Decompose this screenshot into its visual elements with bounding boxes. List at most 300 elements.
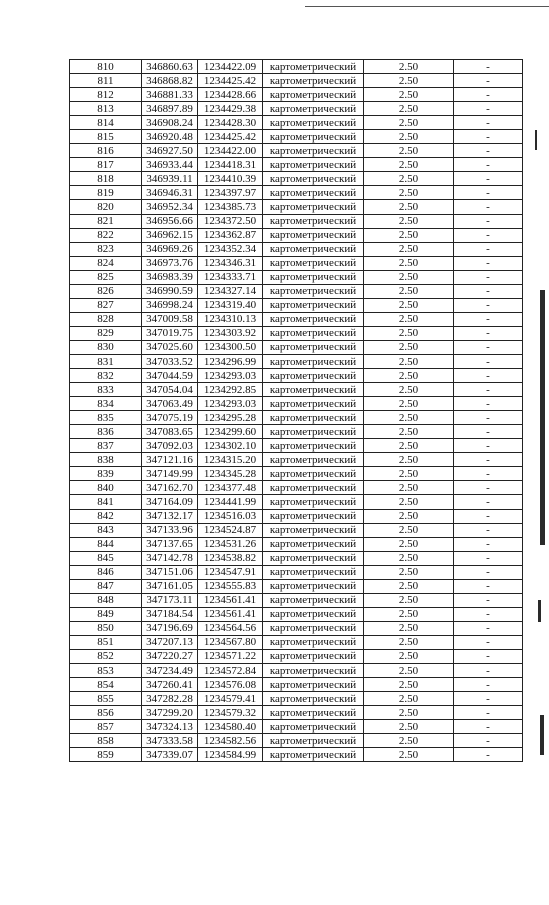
y-coordinate-cell: 1234422.09 [198, 60, 263, 74]
note-cell: - [454, 537, 523, 551]
y-coordinate-cell: 1234372.50 [198, 214, 263, 228]
x-coordinate-cell: 346969.26 [142, 242, 198, 256]
note-cell: - [454, 158, 523, 172]
method-cell: картометрический [263, 284, 364, 298]
table-row [70, 565, 523, 579]
x-coordinate-cell: 346897.89 [142, 102, 198, 116]
table-row [70, 425, 523, 439]
table-row [70, 228, 523, 242]
note-cell: - [454, 200, 523, 214]
accuracy-cell: 2.50 [364, 706, 454, 720]
method-cell: картометрический [263, 565, 364, 579]
y-coordinate-cell: 1234397.97 [198, 186, 263, 200]
method-cell: картометрический [263, 621, 364, 635]
method-cell: картометрический [263, 495, 364, 509]
x-coordinate-cell: 347033.52 [142, 354, 198, 368]
y-coordinate-cell: 1234555.83 [198, 579, 263, 593]
point-number-cell: 833 [70, 383, 142, 397]
scan-edge-mark [538, 600, 541, 622]
method-cell: картометрический [263, 425, 364, 439]
method-cell: картометрический [263, 242, 364, 256]
method-cell: картометрический [263, 453, 364, 467]
y-coordinate-cell: 1234582.56 [198, 734, 263, 748]
accuracy-cell: 2.50 [364, 579, 454, 593]
y-coordinate-cell: 1234302.10 [198, 439, 263, 453]
point-number-cell: 846 [70, 565, 142, 579]
method-cell: картометрический [263, 354, 364, 368]
accuracy-cell: 2.50 [364, 678, 454, 692]
x-coordinate-cell: 347054.04 [142, 383, 198, 397]
accuracy-cell: 2.50 [364, 369, 454, 383]
table-row [70, 186, 523, 200]
y-coordinate-cell: 1234319.40 [198, 298, 263, 312]
x-coordinate-cell: 346860.63 [142, 60, 198, 74]
point-number-cell: 810 [70, 60, 142, 74]
accuracy-cell: 2.50 [364, 200, 454, 214]
accuracy-cell: 2.50 [364, 607, 454, 621]
x-coordinate-cell: 347234.49 [142, 664, 198, 678]
table-row [70, 270, 523, 284]
note-cell: - [454, 186, 523, 200]
y-coordinate-cell: 1234579.32 [198, 706, 263, 720]
x-coordinate-cell: 346998.24 [142, 298, 198, 312]
y-coordinate-cell: 1234418.31 [198, 158, 263, 172]
x-coordinate-cell: 347133.96 [142, 523, 198, 537]
accuracy-cell: 2.50 [364, 383, 454, 397]
y-coordinate-cell: 1234310.13 [198, 312, 263, 326]
accuracy-cell: 2.50 [364, 397, 454, 411]
top-rule-line [305, 6, 549, 7]
note-cell: - [454, 720, 523, 734]
table-row [70, 88, 523, 102]
method-cell: картометрический [263, 678, 364, 692]
x-coordinate-cell: 347025.60 [142, 340, 198, 354]
y-coordinate-cell: 1234561.41 [198, 607, 263, 621]
method-cell: картометрический [263, 664, 364, 678]
point-number-cell: 845 [70, 551, 142, 565]
point-number-cell: 811 [70, 74, 142, 88]
note-cell: - [454, 256, 523, 270]
note-cell: - [454, 678, 523, 692]
accuracy-cell: 2.50 [364, 256, 454, 270]
point-number-cell: 849 [70, 607, 142, 621]
table-row [70, 298, 523, 312]
method-cell: картометрический [263, 298, 364, 312]
method-cell: картометрический [263, 748, 364, 762]
scan-edge-mark [540, 290, 545, 545]
note-cell: - [454, 734, 523, 748]
point-number-cell: 856 [70, 706, 142, 720]
note-cell: - [454, 284, 523, 298]
point-number-cell: 815 [70, 130, 142, 144]
x-coordinate-cell: 347044.59 [142, 369, 198, 383]
method-cell: картометрический [263, 706, 364, 720]
x-coordinate-cell: 347075.19 [142, 411, 198, 425]
accuracy-cell: 2.50 [364, 593, 454, 607]
y-coordinate-cell: 1234293.03 [198, 369, 263, 383]
y-coordinate-cell: 1234422.00 [198, 144, 263, 158]
x-coordinate-cell: 346908.24 [142, 116, 198, 130]
x-coordinate-cell: 347161.05 [142, 579, 198, 593]
table-row [70, 116, 523, 130]
accuracy-cell: 2.50 [364, 312, 454, 326]
table-row [70, 369, 523, 383]
y-coordinate-cell: 1234564.56 [198, 621, 263, 635]
x-coordinate-cell: 347063.49 [142, 397, 198, 411]
table-row [70, 158, 523, 172]
y-coordinate-cell: 1234425.42 [198, 130, 263, 144]
y-coordinate-cell: 1234327.14 [198, 284, 263, 298]
y-coordinate-cell: 1234572.84 [198, 664, 263, 678]
x-coordinate-cell: 346983.39 [142, 270, 198, 284]
y-coordinate-cell: 1234576.08 [198, 678, 263, 692]
note-cell: - [454, 439, 523, 453]
y-coordinate-cell: 1234538.82 [198, 551, 263, 565]
note-cell: - [454, 425, 523, 439]
method-cell: картометрический [263, 102, 364, 116]
method-cell: картометрический [263, 116, 364, 130]
scan-edge-mark [540, 715, 544, 755]
x-coordinate-cell: 346962.15 [142, 228, 198, 242]
x-coordinate-cell: 346990.59 [142, 284, 198, 298]
x-coordinate-cell: 346939.11 [142, 172, 198, 186]
x-coordinate-cell: 347220.27 [142, 649, 198, 663]
note-cell: - [454, 565, 523, 579]
point-number-cell: 824 [70, 256, 142, 270]
accuracy-cell: 2.50 [364, 284, 454, 298]
y-coordinate-cell: 1234579.41 [198, 692, 263, 706]
table-row [70, 453, 523, 467]
method-cell: картометрический [263, 256, 364, 270]
point-number-cell: 813 [70, 102, 142, 116]
table-row [70, 102, 523, 116]
method-cell: картометрический [263, 74, 364, 88]
accuracy-cell: 2.50 [364, 621, 454, 635]
accuracy-cell: 2.50 [364, 537, 454, 551]
y-coordinate-cell: 1234295.28 [198, 411, 263, 425]
note-cell: - [454, 411, 523, 425]
note-cell: - [454, 326, 523, 340]
point-number-cell: 854 [70, 678, 142, 692]
x-coordinate-cell: 347196.69 [142, 621, 198, 635]
note-cell: - [454, 270, 523, 284]
note-cell: - [454, 74, 523, 88]
table-row [70, 509, 523, 523]
accuracy-cell: 2.50 [364, 144, 454, 158]
table-row [70, 326, 523, 340]
note-cell: - [454, 649, 523, 663]
y-coordinate-cell: 1234441.99 [198, 495, 263, 509]
method-cell: картометрический [263, 130, 364, 144]
method-cell: картометрический [263, 551, 364, 565]
note-cell: - [454, 579, 523, 593]
point-number-cell: 855 [70, 692, 142, 706]
x-coordinate-cell: 346956.66 [142, 214, 198, 228]
x-coordinate-cell: 347149.99 [142, 467, 198, 481]
y-coordinate-cell: 1234293.03 [198, 397, 263, 411]
table-row [70, 312, 523, 326]
table-row [70, 60, 523, 74]
table-row [70, 621, 523, 635]
method-cell: картометрический [263, 734, 364, 748]
table-row [70, 411, 523, 425]
note-cell: - [454, 312, 523, 326]
note-cell: - [454, 242, 523, 256]
note-cell: - [454, 102, 523, 116]
y-coordinate-cell: 1234531.26 [198, 537, 263, 551]
x-coordinate-cell: 346881.33 [142, 88, 198, 102]
table-row [70, 397, 523, 411]
note-cell: - [454, 748, 523, 762]
table-row [70, 214, 523, 228]
table-row [70, 467, 523, 481]
point-number-cell: 848 [70, 593, 142, 607]
point-number-cell: 822 [70, 228, 142, 242]
table-row [70, 678, 523, 692]
accuracy-cell: 2.50 [364, 88, 454, 102]
method-cell: картометрический [263, 397, 364, 411]
method-cell: картометрический [263, 312, 364, 326]
coordinates-table [69, 59, 523, 762]
table-row [70, 635, 523, 649]
table-row [70, 748, 523, 762]
y-coordinate-cell: 1234362.87 [198, 228, 263, 242]
method-cell: картометрический [263, 607, 364, 621]
accuracy-cell: 2.50 [364, 298, 454, 312]
accuracy-cell: 2.50 [364, 74, 454, 88]
note-cell: - [454, 523, 523, 537]
table-row [70, 551, 523, 565]
method-cell: картометрический [263, 340, 364, 354]
table-row [70, 383, 523, 397]
point-number-cell: 839 [70, 467, 142, 481]
y-coordinate-cell: 1234567.80 [198, 635, 263, 649]
accuracy-cell: 2.50 [364, 664, 454, 678]
point-number-cell: 829 [70, 326, 142, 340]
point-number-cell: 851 [70, 635, 142, 649]
x-coordinate-cell: 346933.44 [142, 158, 198, 172]
x-coordinate-cell: 347173.11 [142, 593, 198, 607]
accuracy-cell: 2.50 [364, 326, 454, 340]
method-cell: картометрический [263, 537, 364, 551]
method-cell: картометрический [263, 411, 364, 425]
method-cell: картометрический [263, 60, 364, 74]
note-cell: - [454, 664, 523, 678]
table-row [70, 523, 523, 537]
accuracy-cell: 2.50 [364, 523, 454, 537]
x-coordinate-cell: 347162.70 [142, 481, 198, 495]
point-number-cell: 830 [70, 340, 142, 354]
y-coordinate-cell: 1234352.34 [198, 242, 263, 256]
x-coordinate-cell: 347121.16 [142, 453, 198, 467]
accuracy-cell: 2.50 [364, 734, 454, 748]
point-number-cell: 838 [70, 453, 142, 467]
y-coordinate-cell: 1234315.20 [198, 453, 263, 467]
point-number-cell: 852 [70, 649, 142, 663]
y-coordinate-cell: 1234516.03 [198, 509, 263, 523]
y-coordinate-cell: 1234296.99 [198, 354, 263, 368]
method-cell: картометрический [263, 481, 364, 495]
accuracy-cell: 2.50 [364, 130, 454, 144]
x-coordinate-cell: 347142.78 [142, 551, 198, 565]
accuracy-cell: 2.50 [364, 453, 454, 467]
accuracy-cell: 2.50 [364, 102, 454, 116]
accuracy-cell: 2.50 [364, 439, 454, 453]
note-cell: - [454, 495, 523, 509]
y-coordinate-cell: 1234428.66 [198, 88, 263, 102]
point-number-cell: 834 [70, 397, 142, 411]
note-cell: - [454, 453, 523, 467]
y-coordinate-cell: 1234377.48 [198, 481, 263, 495]
note-cell: - [454, 60, 523, 74]
accuracy-cell: 2.50 [364, 340, 454, 354]
y-coordinate-cell: 1234292.85 [198, 383, 263, 397]
point-number-cell: 817 [70, 158, 142, 172]
point-number-cell: 857 [70, 720, 142, 734]
note-cell: - [454, 383, 523, 397]
note-cell: - [454, 172, 523, 186]
note-cell: - [454, 88, 523, 102]
note-cell: - [454, 621, 523, 635]
note-cell: - [454, 706, 523, 720]
method-cell: картометрический [263, 523, 364, 537]
y-coordinate-cell: 1234584.99 [198, 748, 263, 762]
accuracy-cell: 2.50 [364, 354, 454, 368]
accuracy-cell: 2.50 [364, 481, 454, 495]
accuracy-cell: 2.50 [364, 270, 454, 284]
table-row [70, 144, 523, 158]
x-coordinate-cell: 347333.58 [142, 734, 198, 748]
accuracy-cell: 2.50 [364, 635, 454, 649]
note-cell: - [454, 551, 523, 565]
x-coordinate-cell: 347019.75 [142, 326, 198, 340]
x-coordinate-cell: 346927.50 [142, 144, 198, 158]
x-coordinate-cell: 346920.48 [142, 130, 198, 144]
point-number-cell: 832 [70, 369, 142, 383]
y-coordinate-cell: 1234425.42 [198, 74, 263, 88]
accuracy-cell: 2.50 [364, 228, 454, 242]
point-number-cell: 847 [70, 579, 142, 593]
y-coordinate-cell: 1234580.40 [198, 720, 263, 734]
table-row [70, 593, 523, 607]
y-coordinate-cell: 1234429.38 [198, 102, 263, 116]
x-coordinate-cell: 347339.07 [142, 748, 198, 762]
accuracy-cell: 2.50 [364, 242, 454, 256]
note-cell: - [454, 144, 523, 158]
note-cell: - [454, 467, 523, 481]
point-number-cell: 835 [70, 411, 142, 425]
method-cell: картометрический [263, 270, 364, 284]
method-cell: картометрический [263, 200, 364, 214]
x-coordinate-cell: 347092.03 [142, 439, 198, 453]
note-cell: - [454, 481, 523, 495]
point-number-cell: 820 [70, 200, 142, 214]
note-cell: - [454, 228, 523, 242]
method-cell: картометрический [263, 144, 364, 158]
note-cell: - [454, 509, 523, 523]
method-cell: картометрический [263, 172, 364, 186]
method-cell: картометрический [263, 326, 364, 340]
y-coordinate-cell: 1234428.30 [198, 116, 263, 130]
point-number-cell: 842 [70, 509, 142, 523]
table-row [70, 537, 523, 551]
table-row [70, 649, 523, 663]
point-number-cell: 841 [70, 495, 142, 509]
table-row [70, 579, 523, 593]
note-cell: - [454, 298, 523, 312]
note-cell: - [454, 130, 523, 144]
table-row [70, 720, 523, 734]
table-row [70, 481, 523, 495]
note-cell: - [454, 397, 523, 411]
accuracy-cell: 2.50 [364, 172, 454, 186]
table-row [70, 200, 523, 214]
note-cell: - [454, 635, 523, 649]
table-row [70, 692, 523, 706]
accuracy-cell: 2.50 [364, 692, 454, 706]
table-row [70, 439, 523, 453]
x-coordinate-cell: 346952.34 [142, 200, 198, 214]
accuracy-cell: 2.50 [364, 158, 454, 172]
accuracy-cell: 2.50 [364, 748, 454, 762]
y-coordinate-cell: 1234547.91 [198, 565, 263, 579]
x-coordinate-cell: 347009.58 [142, 312, 198, 326]
point-number-cell: 819 [70, 186, 142, 200]
note-cell: - [454, 116, 523, 130]
y-coordinate-cell: 1234524.87 [198, 523, 263, 537]
x-coordinate-cell: 347083.65 [142, 425, 198, 439]
x-coordinate-cell: 347132.17 [142, 509, 198, 523]
table-row [70, 130, 523, 144]
accuracy-cell: 2.50 [364, 551, 454, 565]
x-coordinate-cell: 347184.54 [142, 607, 198, 621]
method-cell: картометрический [263, 228, 364, 242]
point-number-cell: 826 [70, 284, 142, 298]
method-cell: картометрический [263, 369, 364, 383]
table-row [70, 340, 523, 354]
table-row [70, 354, 523, 368]
y-coordinate-cell: 1234346.31 [198, 256, 263, 270]
x-coordinate-cell: 347164.09 [142, 495, 198, 509]
point-number-cell: 853 [70, 664, 142, 678]
accuracy-cell: 2.50 [364, 495, 454, 509]
note-cell: - [454, 340, 523, 354]
y-coordinate-cell: 1234410.39 [198, 172, 263, 186]
accuracy-cell: 2.50 [364, 214, 454, 228]
accuracy-cell: 2.50 [364, 509, 454, 523]
table-row [70, 284, 523, 298]
x-coordinate-cell: 347260.41 [142, 678, 198, 692]
y-coordinate-cell: 1234303.92 [198, 326, 263, 340]
x-coordinate-cell: 346946.31 [142, 186, 198, 200]
accuracy-cell: 2.50 [364, 60, 454, 74]
x-coordinate-cell: 347299.20 [142, 706, 198, 720]
x-coordinate-cell: 347324.13 [142, 720, 198, 734]
point-number-cell: 827 [70, 298, 142, 312]
y-coordinate-cell: 1234345.28 [198, 467, 263, 481]
method-cell: картометрический [263, 509, 364, 523]
table-row [70, 734, 523, 748]
table-row [70, 607, 523, 621]
note-cell: - [454, 692, 523, 706]
accuracy-cell: 2.50 [364, 649, 454, 663]
table-row [70, 706, 523, 720]
point-number-cell: 840 [70, 481, 142, 495]
method-cell: картометрический [263, 158, 364, 172]
point-number-cell: 825 [70, 270, 142, 284]
accuracy-cell: 2.50 [364, 565, 454, 579]
point-number-cell: 837 [70, 439, 142, 453]
